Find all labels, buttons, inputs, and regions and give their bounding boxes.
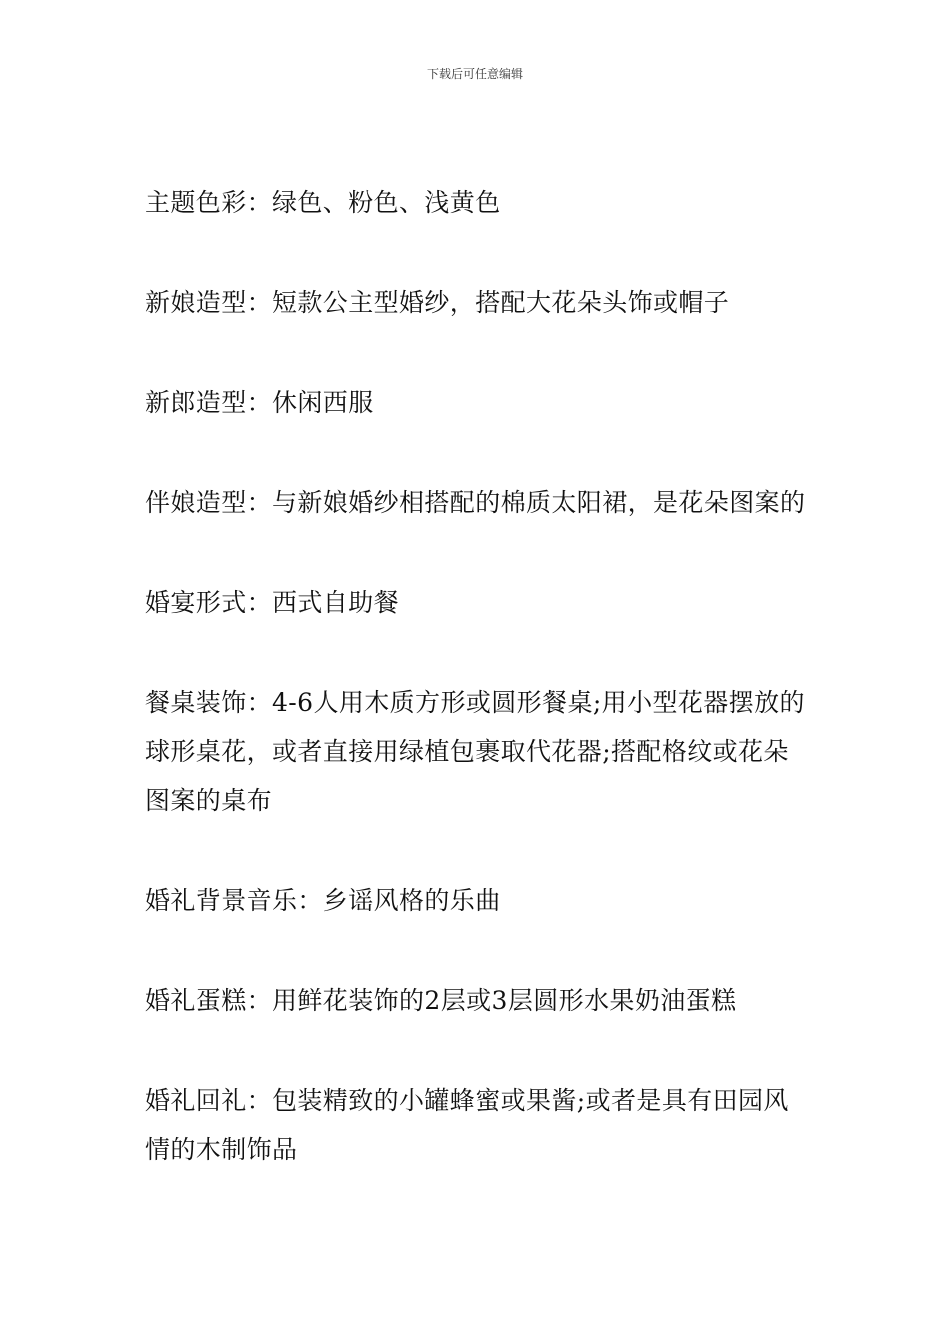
paragraph-return-gifts: 婚礼回礼：包装精致的小罐蜂蜜或果酱;或者是具有田园风情的木制饰品 — [145, 1086, 789, 1164]
document-body — [145, 178, 810, 1174]
paragraph-background-music: 婚礼背景音乐：乡谣风格的乐曲 — [145, 886, 501, 915]
page-header: 下载后可任意编辑 — [426, 67, 523, 81]
paragraph-banquet-format: 婚宴形式：西式自助餐 — [145, 588, 400, 617]
paragraph-groom-style: 新郎造型：休闲西服 — [145, 388, 374, 417]
paragraph-bridesmaid-style: 伴娘造型：与新娘婚纱相搭配的棉质太阳裙，是花朵图案的 — [145, 488, 806, 517]
paragraph-wedding-cake: 婚礼蛋糕：用鲜花装饰的2层或3层圆形水果奶油蛋糕 — [145, 986, 737, 1015]
paragraph-table-decoration: 餐桌装饰：4-6人用木质方形或圆形餐桌;用小型花器摆放的球形桌花，或者直接用绿植包裹取代花器;搭配格纹或花朵图案的桌布 — [145, 688, 805, 815]
paragraph-bride-style: 新娘造型：短款公主型婚纱，搭配大花朵头饰或帽子 — [145, 288, 730, 317]
paragraph-theme-colors: 主题色彩：绿色、粉色、浅黄色 — [145, 188, 501, 217]
